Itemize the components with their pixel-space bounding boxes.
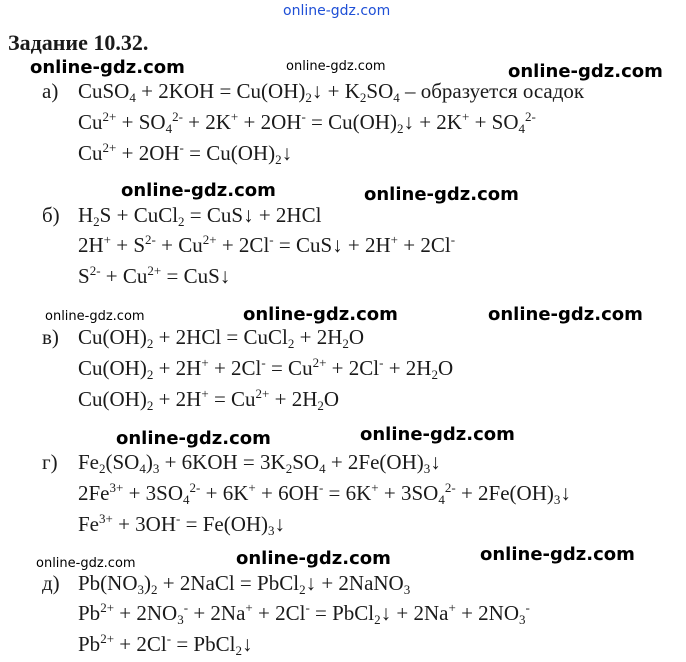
equation-text: + 2Na (188, 601, 246, 625)
equation-text: = Fe(OH) (180, 512, 269, 536)
equation-line (78, 79, 584, 103)
superscript: 2- (89, 263, 101, 278)
subscript: 2 (146, 367, 154, 382)
task-title: Задание 10.32. (8, 30, 149, 55)
equation-text: SO (366, 79, 394, 103)
superscript: + (245, 600, 253, 615)
equation-text: – образуется осадок (399, 79, 585, 103)
superscript: - (261, 355, 266, 370)
equation-text: 2Fe (78, 481, 110, 505)
superscript: - (179, 140, 184, 155)
equation-text: + 2OH (238, 110, 302, 134)
equation-text: + 2OH (116, 141, 180, 165)
equation-text: Cu (78, 141, 103, 165)
equation-text: + 2Cl (326, 356, 380, 380)
subscript: 2 (93, 214, 100, 229)
superscript: 2+ (100, 631, 115, 646)
subscript: 2 (342, 336, 349, 351)
equation-line (78, 141, 292, 165)
equation-text: + 6K (200, 481, 249, 505)
equation-text: + 2KOH = Cu(OH) (135, 79, 306, 103)
equation-text: + 6KOH = 3K (159, 450, 286, 474)
equation-text: Pb (78, 632, 101, 656)
equation-text: O (323, 387, 340, 411)
superscript: - (183, 600, 189, 615)
subscript: 2 (431, 367, 438, 382)
equation-text: = Cu (208, 387, 256, 411)
superscript: - (379, 355, 384, 370)
equation-text: + SO (469, 110, 519, 134)
subscript: 3 (177, 612, 184, 627)
superscript: - (450, 232, 456, 247)
equation-text: ↓ + K (311, 79, 360, 103)
equation-text: + 2Cl (114, 632, 167, 656)
subscript: 4 (129, 90, 136, 105)
superscript: 2+ (147, 263, 162, 278)
subscript: 3 (423, 461, 431, 476)
superscript: - (176, 511, 181, 526)
subscript: 3 (403, 582, 411, 597)
superscript: 2+ (255, 386, 270, 401)
equation-text: + 2NaCl = PbCl (157, 571, 300, 595)
equation-text: ↓ (241, 632, 253, 656)
equation-line (78, 356, 453, 380)
equation-text: + 2H (383, 356, 432, 380)
superscript: + (448, 600, 456, 615)
superscript: + (201, 355, 209, 370)
superscript: 3+ (99, 511, 113, 526)
equation-text: + 2HCl = CuCl (153, 325, 288, 349)
equation-text: = Cu(OH) (183, 141, 276, 165)
equation-text: + 2H (294, 325, 343, 349)
equation-text: = CuS↓ + 2H (273, 233, 391, 257)
superscript: 2- (145, 232, 156, 247)
equation-text: + 3SO (378, 481, 439, 505)
subscript: 2 (178, 214, 185, 229)
equation-text: ) (145, 450, 153, 474)
subscript: 2 (235, 643, 242, 658)
watermark: online-gdz.com (45, 309, 145, 324)
equation-line (78, 450, 441, 474)
equation-text: S (78, 264, 90, 288)
equation-text: H (78, 203, 94, 227)
superscript: - (305, 600, 310, 615)
watermark: online-gdz.com (488, 304, 643, 325)
equation-text: ↓ (430, 450, 441, 474)
equation-text: ↓ (560, 481, 571, 505)
subscript: 3 (553, 492, 561, 507)
subscript: 2 (285, 461, 293, 476)
superscript: 2- (525, 109, 536, 124)
equation-text: ↓ (281, 141, 293, 165)
superscript: 2+ (312, 355, 327, 370)
superscript: + (461, 109, 470, 124)
equation-text: SO (292, 450, 320, 474)
superscript: 2- (444, 480, 456, 495)
equation-text: + Cu (155, 233, 203, 257)
watermark: online-gdz.com (480, 544, 635, 565)
equation-text: Cu(OH) (78, 387, 147, 411)
section-marker: д) (42, 571, 60, 595)
subscript: 2 (146, 336, 154, 351)
section-marker: г) (42, 450, 58, 474)
equation-text: Fe (78, 450, 99, 474)
subscript: 2 (359, 90, 367, 105)
watermark: online-gdz.com (364, 184, 519, 205)
superscript: 2+ (102, 140, 117, 155)
watermark: online-gdz.com (508, 61, 663, 82)
subscript: 2 (146, 398, 154, 413)
equation-text: + 2NO (455, 601, 520, 625)
superscript: 2+ (102, 109, 117, 124)
superscript: - (166, 631, 172, 646)
equation-text: ↓ (274, 512, 286, 536)
watermark: online-gdz.com (243, 304, 398, 325)
equation-text: ↓ + 2Na (380, 601, 449, 625)
equation-text: + 2Cl (208, 356, 262, 380)
subscript: 3 (137, 582, 145, 597)
superscript: + (103, 232, 112, 247)
superscript: + (371, 480, 379, 495)
superscript: + (390, 232, 399, 247)
superscript: 2+ (100, 600, 115, 615)
equation-text: + 2Fe(OH) (325, 450, 424, 474)
equation-text: + 2H (153, 387, 202, 411)
equation-text: CuSO (78, 79, 130, 103)
equation-text: + 6OH (255, 481, 319, 505)
equation-line (78, 512, 285, 536)
equation-text: O (348, 325, 365, 349)
equation-line (78, 601, 530, 625)
superscript: 2- (172, 109, 183, 124)
section-marker: б) (42, 203, 60, 227)
equation-text: + 2H (269, 387, 318, 411)
watermark: online-gdz.com (286, 59, 386, 74)
superscript: - (301, 109, 306, 124)
equation-text: + 3OH (112, 512, 177, 536)
equation-text: + 2H (153, 356, 202, 380)
equation-text: O (437, 356, 454, 380)
superscript: 2+ (202, 232, 217, 247)
equation-line (78, 110, 536, 134)
superscript: - (318, 480, 324, 495)
subscript: 2 (374, 612, 381, 627)
equation-text: ) (144, 571, 152, 595)
equation-text: Cu (78, 110, 103, 134)
equation-text: + 2NO (114, 601, 178, 625)
subscript: 2 (299, 582, 306, 597)
section-marker: в) (42, 325, 59, 349)
equation-text: Pb(NO (78, 571, 138, 595)
subscript: 2 (275, 152, 282, 167)
equation-text: + SO (116, 110, 166, 134)
watermark: online-gdz.com (283, 3, 391, 19)
superscript: + (248, 480, 256, 495)
equation-text: + 2Cl (398, 233, 451, 257)
equation-text: = CuS↓ (161, 264, 231, 288)
subscript: 4 (165, 121, 173, 136)
equation-line (78, 264, 230, 288)
equation-text: + 3SO (123, 481, 184, 505)
equation-text: Cu(OH) (78, 325, 147, 349)
equation-text: + S (111, 233, 146, 257)
subscript: 3 (152, 461, 160, 476)
equation-line (78, 325, 364, 349)
superscript: - (525, 600, 530, 615)
section-marker: а) (42, 79, 59, 103)
equation-text: = CuS↓ + 2HCl (184, 203, 322, 227)
equation-text: = PbCl (171, 632, 236, 656)
superscript: 3+ (109, 480, 124, 495)
watermark: online-gdz.com (116, 428, 271, 449)
subscript: 2 (287, 336, 295, 351)
equation-text: = 6K (323, 481, 372, 505)
watermark: online-gdz.com (30, 57, 185, 78)
equation-text: (SO (105, 450, 140, 474)
watermark: online-gdz.com (360, 424, 515, 445)
equation-text: + 2Cl (216, 233, 270, 257)
equation-text: Pb (78, 601, 101, 625)
subscript: 2 (305, 90, 312, 105)
equation-line (78, 571, 410, 595)
equation-text: Cu(OH) (78, 356, 147, 380)
equation-line (78, 481, 571, 505)
subscript: 2 (396, 121, 404, 136)
equation-line (78, 203, 321, 227)
watermark: online-gdz.com (236, 548, 391, 569)
equation-line (78, 632, 252, 656)
subscript: 3 (268, 523, 275, 538)
equation-text: + 2Fe(OH) (455, 481, 554, 505)
equation-line (78, 387, 339, 411)
subscript: 2 (99, 461, 106, 476)
equation-text: + 2Cl (252, 601, 306, 625)
equation-text: = Cu (265, 356, 313, 380)
equation-text: = PbCl (309, 601, 375, 625)
equation-text: Fe (78, 512, 99, 536)
superscript: + (201, 386, 209, 401)
equation-text: S + CuCl (99, 203, 179, 227)
subscript: 4 (393, 90, 400, 105)
equation-text: 2H (78, 233, 104, 257)
superscript: + (230, 109, 239, 124)
subscript: 4 (518, 121, 526, 136)
subscript: 4 (183, 492, 190, 507)
watermark: online-gdz.com (121, 180, 276, 201)
superscript: - (269, 232, 274, 247)
equation-text: + 2K (182, 110, 231, 134)
equation-text: ↓ + 2NaNO (305, 571, 404, 595)
equation-text: + Cu (100, 264, 148, 288)
subscript: 2 (317, 398, 324, 413)
subscript: 2 (151, 582, 158, 597)
superscript: 2- (189, 480, 201, 495)
subscript: 4 (319, 461, 326, 476)
subscript: 4 (139, 461, 146, 476)
equation-text: ↓ + 2K (403, 110, 462, 134)
equation-text: = Cu(OH) (305, 110, 397, 134)
subscript: 4 (438, 492, 445, 507)
watermark: online-gdz.com (36, 556, 136, 571)
subscript: 3 (519, 612, 526, 627)
equation-line (78, 233, 455, 257)
